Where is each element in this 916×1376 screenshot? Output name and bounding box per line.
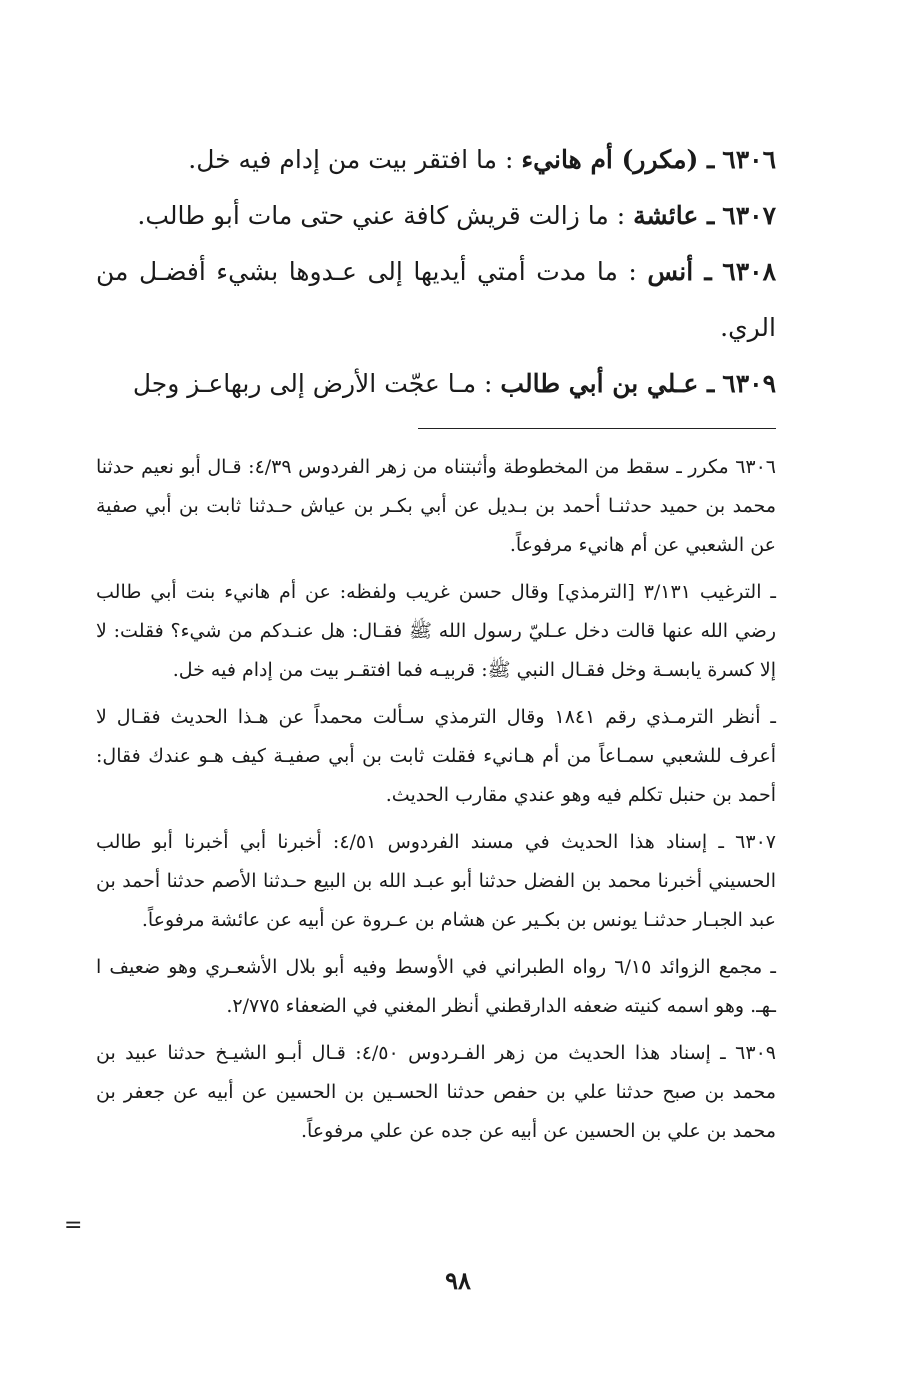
entry-number: ٦٣٠٨ <box>722 257 776 286</box>
hadith-entry: ٦٣٠٦ ـ (مكرر) أم هانيء : ما افتقر بيت من إدام فيه خل. <box>188 145 776 174</box>
footnote: ـ أنظر الترمـذي رقم ١٨٤١ وقال الترمذي سـألت محمداً عن هـذا الحديث فقـال لا أعرف للشعبي سمـاعاً من أم هـانيء فقلت ثابت بن أبي صفيـة كيف هـو عندك فقال: أحمد بن حنبل تكلم فيه وهو عندي مقارب الحديث. <box>96 706 776 806</box>
hadith-entry: ٦٣٠٨ ـ أنس : ما مدت أمتي أيديها إلى عـدوها بشيء أفضـل من الري. <box>96 257 776 342</box>
entry-text: : ما مدت أمتي أيديها إلى عـدوها بشيء أفضـل من الري. <box>96 257 776 342</box>
entry-number: ٦٣٠٦ <box>722 145 776 174</box>
entry-narrator: عـلي بن أبي طالب <box>500 369 699 398</box>
footnotes <box>96 448 776 1159</box>
hadith-entries <box>96 132 776 412</box>
footnote: ٦٣٠٧ ـ إسناد هذا الحديث في مسند الفردوس ٤/٥١: أخبرنا أبي أخبرنا أبو طالب الحسيني أخبرنا محمد بن الفضل حدثنا أبو عبـد الله بن البيع حـدثنا الأصم حدثنا أحمد بن عبد الجبـار حدثنـا يونس بن بكـير عن هشام بن عـروة عن أبيه عن عائشة مرفوعاً. <box>96 831 776 931</box>
footnote: ـ الترغيب ٣/١٣١ [الترمذي] وقال حسن غريب ولفظه: عن أم هانيء بنت أبي طالب رضي الله عنها قالت دخل عـليّ رسول الله ﷺ فقـال: هل عنـدكم من شيء؟ فقلت: لا إلا كسرة يابسـة وخل فقـال النبي ﷺ: قربيـه فما افتقـر بيت من إدام فيه خل. <box>96 581 776 681</box>
entry-text: : ما زالت قريش كافة عني حتى مات أبو طالب. <box>137 201 626 230</box>
entry-narrator: (مكرر) أم هانيء <box>521 145 699 174</box>
entry-text: : مـا عجّت الأرض إلى ربهاعـز وجل <box>132 369 493 398</box>
entry-number: ٦٣٠٩ <box>722 369 776 398</box>
entry-number: ٦٣٠٧ <box>722 201 776 230</box>
footnote: ٦٣٠٩ ـ إسناد هذا الحديث من زهر الفـردوس ٤/٥٠: قـال أبـو الشيـخ حدثنا عبيد بن محمد بن صبح حدثنا علي بن حفص حدثنا الحسـين بن الحسين عن أبيه عن جعفر بن محمد بن علي بن الحسين عن أبيه عن جده عن علي مرفوعاً. <box>96 1042 776 1142</box>
hadith-entry: ٦٣٠٧ ـ عائشة : ما زالت قريش كافة عني حتى مات أبو طالب. <box>137 201 776 230</box>
footnote: ٦٣٠٦ مكرر ـ سقط من المخطوطة وأثبتناه من زهر الفردوس ٤/٣٩: قـال أبو نعيم حدثنا محمد بن حميد حدثنـا أحمد بن بـديل عن أبي بكـر بن عياش حـدثنا ثابت بن أبي صفية عن الشعبي عن أم هانيء مرفوعاً. <box>96 456 777 556</box>
entry-narrator: أنس <box>647 257 694 286</box>
continuation-mark: = <box>64 1213 83 1238</box>
footnote-separator <box>418 428 776 429</box>
entry-text: : ما افتقر بيت من إدام فيه خل. <box>188 145 514 174</box>
page-number: ٩٨ <box>445 1266 471 1295</box>
hadith-entry: ٦٣٠٩ ـ عـلي بن أبي طالب : مـا عجّت الأرض إلى ربهاعـز وجل <box>132 369 776 398</box>
entry-narrator: عائشة <box>633 201 699 230</box>
footnote: ـ مجمع الزوائد ٦/١٥ رواه الطبراني في الأوسط وفيه أبو بلال الأشعـري وهو ضعيف ا ـهـ. وهو اسمه كنيته ضعفه الدارقطني أنظر المغني في الضعفاء ٢/٧٧٥. <box>96 956 776 1017</box>
